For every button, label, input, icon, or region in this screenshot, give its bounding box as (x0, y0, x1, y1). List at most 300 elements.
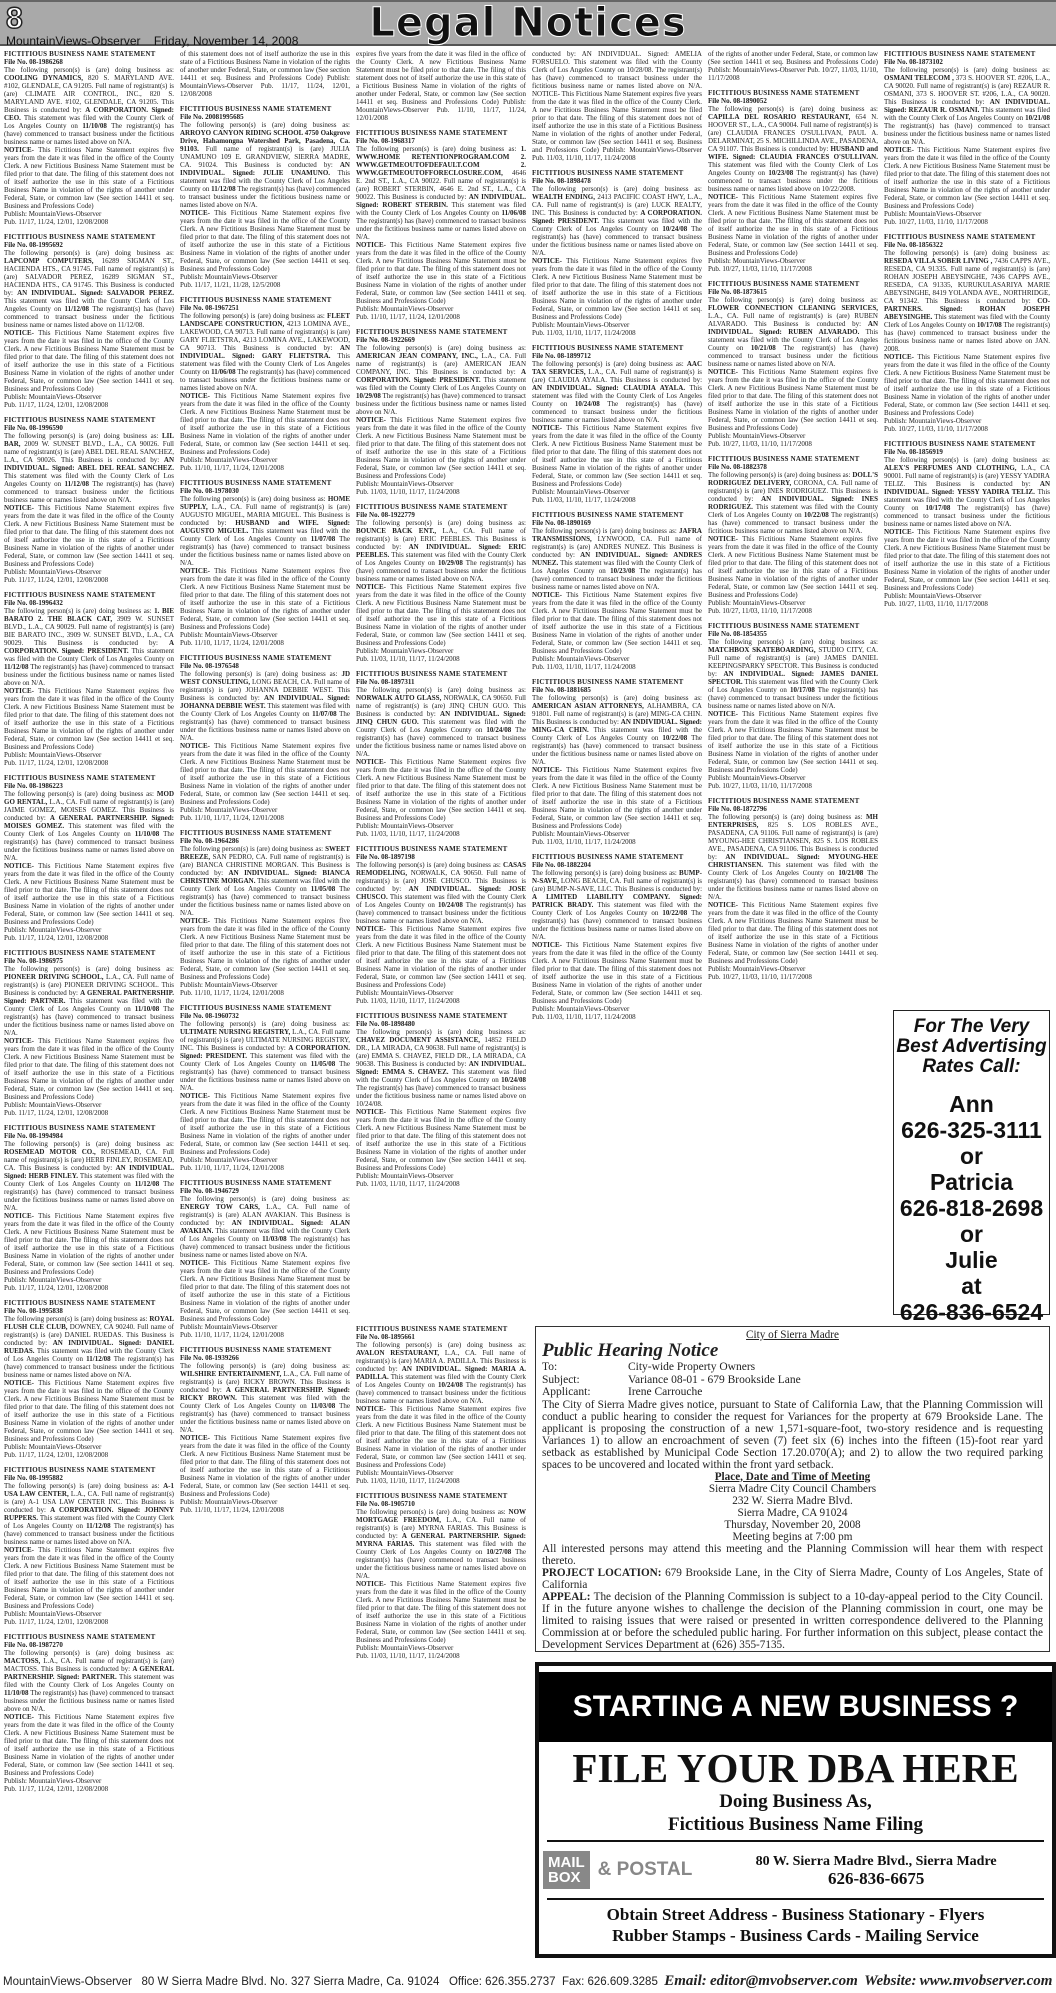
commenced-date: N/A. (117, 496, 132, 504)
notice-expiry (356, 1580, 526, 1644)
filed-date: 11/10/08 (82, 122, 107, 130)
business-name: HOME SUPPLY, (180, 495, 350, 511)
business-address: L.A., CA. (105, 973, 135, 981)
notice-label: NOTICE- (180, 1434, 210, 1442)
business-name: AMERICAN JEAN COMPANY, INC., (356, 352, 478, 360)
notice-body (532, 185, 702, 257)
fullname-label: Full name of registrant(s) is (are) (950, 265, 1050, 273)
registrant: MACTOSS. (4, 1665, 39, 1673)
business-name: MATCHBOX SKATEBOARDING, (708, 646, 816, 654)
attend-text: All interested persons may attend this meeting and the Planning Commission will hear them with respect thereto. (542, 1542, 1043, 1567)
file-prefix: File No. (356, 1500, 382, 1508)
notice-label: NOTICE- (180, 742, 210, 750)
signer: GARY FLIETSTRA. (261, 352, 331, 360)
business-type: AN INDIVIDUAL. (468, 193, 526, 201)
file-value: 08-1939266 (205, 1354, 239, 1362)
file-number (884, 241, 1050, 249)
intro: The following person(s) is (are) doing business as: (532, 527, 677, 535)
dba-filing-ad (535, 1662, 1056, 1958)
business-type: AN INDIVIDUAL. (620, 718, 678, 726)
signed-label: Signed: (151, 814, 174, 822)
signer: PARTNER. (30, 997, 66, 1005)
intro: The following person(s) is (are) doing business as: (180, 1195, 350, 1203)
filed-date: 11/12/08 (64, 305, 89, 313)
notice (4, 233, 174, 409)
notice-label: NOTICE- (4, 1713, 34, 1721)
pub-dates: Pub. 11/03, 11/10, 11/17, 11/24/2008 (356, 1477, 460, 1485)
registrant: ALAN AVAKIAN. (242, 1211, 298, 1219)
notice-heading: FICTITIOUS BUSINESS NAME STATEMENT (4, 591, 156, 599)
file-number (356, 853, 526, 861)
business-name: ROYAL FLUSH CLE CLUB, (4, 1315, 174, 1331)
registrant: SALVADOR PEREZ, 16289 SIGMAN ST., HACIENDA HTS., CA 91745. (4, 273, 174, 289)
hearing-body: The City of Sierra Madre gives notice, pursuant to State of California Law, that the Planning Commission will conduct a public hearing to consider the request for Variances for the property at 679 Brookside Lane. The applicant is proposing the construction of a new 1,571-square-foot, two-story residence and is requesting Variances 1) to allow an encroachment of seven (7) feet six (6) inches into the fifteen (15)-foot rear yard setback as established by Municipal Code Section 17.20.070(A); and 2) to allow the two required parking spaces to be uncovered and located within the front yard setback. (542, 1398, 1043, 1471)
business-type: AN INDIVIDUAL. (440, 710, 500, 718)
signed-label: Signed: (797, 853, 820, 861)
file-number (708, 463, 878, 471)
notice-label: NOTICE- (356, 925, 386, 933)
signed-label: Signed: (51, 464, 75, 472)
signed-label: Signed: (327, 519, 350, 527)
notice (4, 416, 174, 584)
commenced-date: N/A. (911, 138, 926, 146)
pub-dates: Pub. 11/17, 11/24, 12/01, 12/08/2008 (4, 1451, 109, 1459)
signer: MING-CA CHIN. (532, 726, 589, 734)
notice (356, 328, 526, 496)
signed-label: Signed: (300, 1219, 324, 1227)
business-address: 4213 LOMINA AVE., LAKEWOOD, CA 90713. (180, 320, 350, 336)
business-name: LIL BAR, (4, 432, 174, 448)
ad-banner: STARTING A NEW BUSINESS ? (539, 1672, 1052, 1742)
notice (708, 797, 878, 981)
file-value: 08-1897198 (381, 853, 415, 861)
commenced-label: The registrant(s) has (have) commenced to transact business under the fictitious business name or names listed above on (180, 1402, 350, 1426)
contact-name: Julie (945, 1247, 998, 1273)
notice-label: NOTICE- (532, 257, 562, 265)
notice (4, 1299, 174, 1459)
notice-text: This Fictitious Name Statement expires five years from the date it was filed in the office of the County Clerk. A new Fictitious Business Name Statement must be filed prior to that date. The filing of this statement does not of itself authorize the use in this state of a Fictitious Business Name in violation of the rights of another under Federal, State, or common law (See section 14411 et seq. Business and Professions Code) (532, 766, 702, 830)
notice-heading: FICTITIOUS BUSINESS NAME STATEMENT (4, 50, 156, 58)
filed-label: This statement was filed with the County Clerk of Los Angeles County on (708, 861, 878, 877)
conducted-label: This Business is conducted by: (4, 981, 174, 997)
commenced-date: N/A. (821, 360, 836, 368)
notice-heading: FICTITIOUS BUSINESS NAME STATEMENT (708, 280, 860, 288)
conducted-label: This Business is conducted by: (40, 1665, 131, 1673)
business-address: L.A., CA. (708, 312, 739, 320)
notice-heading: FICTITIOUS BUSINESS NAME STATEMENT (180, 105, 332, 113)
file-prefix: File No. (708, 97, 734, 105)
file-value: 08-1873102 (909, 58, 943, 66)
notice-body (884, 249, 1050, 353)
registrant: MYOUNG-HEE CHRISTIANSEN, 825 S. LOS ROBLES AVE., PASADENA, CA 91106. (708, 837, 878, 853)
intro: The following person(s) is (are) doing business as: (4, 790, 154, 798)
publish-line: Publish: MountainViews-Observer (356, 305, 454, 313)
notice-label: NOTICE- (180, 392, 210, 400)
business-name: A-1 USA LAW CENTER, (4, 1482, 174, 1498)
notice-heading: FICTITIOUS BUSINESS NAME STATEMENT (180, 829, 332, 837)
file-value: 08-1946729 (205, 1187, 239, 1195)
business-type: HUSBAND and WIFE. (708, 145, 878, 161)
publish-line: Publish: MountainViews-Observer (532, 488, 630, 496)
business-name: ALEX'S PERFUMES AND CLOTHING, (884, 464, 1017, 472)
signer: PRESIDENT. (557, 217, 600, 225)
file-value: 08-1895661 (381, 1333, 415, 1341)
intro: The following person(s) is (are) doing business as: (884, 456, 1050, 464)
website-link[interactable]: www.mvobserver.com (919, 1973, 1053, 1989)
registrant: JOHANNA DEBBIE WEST. (245, 686, 334, 694)
business-name: ENERGY TOW CARS, (180, 1203, 260, 1211)
business-type: AN INDIVIDUAL. (761, 495, 824, 503)
filed-label: This statement was filed with the County Clerk of Los Angeles County on (532, 559, 702, 575)
notice-label: NOTICE- (708, 368, 738, 376)
notice-column-1 (4, 50, 174, 1958)
commenced-date: N/A. (469, 917, 484, 925)
notice-text: This Fictitious Name Statement expires five years from the date it was filed in the office of the County Clerk. A new Fictitious Business Name Statement must be filed prior to that date. The filing of this statement does not of itself authorize the use in this state of a Fictitious Business Name in violation of the rights of another under Federal, State, or common law (See section 14411 et seq. Business and Professions Code) (180, 1092, 350, 1156)
file-prefix: File No. (4, 599, 30, 607)
commenced-date: N/A. (180, 559, 194, 567)
filed-label: This statement was filed with the County Clerk of Los Angeles County on (180, 1052, 350, 1068)
signer: RICKY BROWN. (180, 1394, 237, 1402)
signer: MARIA A. PADILLA. (356, 1365, 526, 1381)
notice (4, 774, 174, 942)
filed-label: This statement was filed with the County Clerk of Los Angeles County on (532, 901, 702, 917)
file-value: 20081995685 (205, 113, 244, 121)
business-type: AN INDIVIDUAL. (180, 161, 350, 177)
notice-text: This Fictitious Name Statement expires five years from the date it was filed in the office of the County Clerk. A new Fictitious Business Name Statement must be filed prior to that date. The filing of this statement does not of itself authorize the use in this state of a Fictitious Business Name in violation of the rights of another under Federal, State, or common law (See section 14411 et seq. Business and Professions Code) (532, 591, 702, 655)
registrant: MARIA A. PADILLA. (413, 1357, 479, 1365)
logo-text: BOX (548, 1869, 581, 1886)
label: APPEAL: (542, 1590, 591, 1603)
project-location (542, 1567, 1043, 1591)
publish-line: Publish: MountainViews-Observer (180, 456, 278, 464)
conducted-label: This Business is conducted by: (884, 98, 985, 106)
commenced-label: The registrant(s) has (have) commenced to transact business under the fictitious business name or names listed above on (356, 392, 526, 416)
conducted-label: This Business is conducted by: (356, 877, 526, 893)
notice-expiry (356, 925, 526, 989)
filed-date: 10/21/08 (750, 344, 776, 352)
conducted-label: This Business is conducted by: (4, 98, 174, 114)
file-prefix: File No. (532, 177, 558, 185)
file-number (708, 630, 878, 638)
conducted-label: This Business is conducted by: (223, 344, 333, 352)
notice-label: NOTICE- (4, 329, 34, 337)
file-prefix: File No. (180, 837, 206, 845)
conducted-label: This Business is conducted by: (740, 145, 829, 153)
business-name: OSMANI TELECOM , (884, 74, 954, 82)
filed-date: 11/06/08 (211, 368, 236, 376)
file-number (708, 805, 878, 813)
notice-heading: FICTITIOUS BUSINESS NAME STATEMENT (4, 774, 156, 782)
registrant: AMERICAN JEAN COMPANY, INC. (356, 360, 526, 376)
mailbox-logo (543, 1851, 590, 1889)
notice (708, 455, 878, 615)
signer: ABEL DEL REAL SANCHEZ. (77, 464, 174, 472)
signer: PARTNER. (81, 1673, 117, 1681)
page-header (0, 0, 1056, 46)
notice-heading: FICTITIOUS BUSINESS NAME STATEMENT (4, 1466, 156, 1474)
commenced-label: The registrant(s) has (have) commenced to transact business under the fictitious business name or names listed above on (708, 169, 878, 193)
signed-label: Signed: (117, 1506, 141, 1514)
meeting-place (542, 1471, 1043, 1543)
conducted-label: This Business is conducted by: (196, 1044, 286, 1052)
notice-text: This Fictitious Name Statement expires five years from the date it was filed in the office of the County Clerk. A new Fictitious Business Name Statement must be filed prior to that date. The filing of this statement does not of itself authorize the use in this state of a Fictitious Business Name in violation of the rights of another under Federal, State, or common law (See section 14411 et seq. Business and Professions Code) (4, 862, 174, 926)
filed-date: 10/22/08 (803, 511, 829, 519)
file-number (532, 861, 702, 869)
notice-body (180, 1362, 350, 1434)
conducted-label: This Business is conducted by: (377, 1060, 467, 1068)
commenced-date: N/A. (469, 575, 484, 583)
filed-label: This statement was filed with the County Clerk of Los Angeles County on (4, 1673, 174, 1689)
publish-line: Publish: MountainViews-Observer (356, 989, 454, 997)
notice (884, 233, 1050, 433)
business-name: CHAVEZ DOCUMENT ASSISTANCE, (356, 1036, 480, 1044)
signer: JULIE UNAMUNO. (262, 169, 331, 177)
business-type: AN INDIVIDUAL. (468, 1060, 526, 1068)
notice-heading: FICTITIOUS BUSINESS NAME STATEMENT (356, 845, 508, 853)
file-number (356, 137, 526, 145)
filed-date: 10/22/08 (662, 909, 688, 917)
publish-line: Publish: MountainViews-Observer (708, 774, 806, 782)
file-value: 08-1995882 (29, 1474, 63, 1482)
registrant: AUGUSTO MIGUEL, MARIA MIGUEL. (180, 511, 302, 519)
notice (356, 1492, 526, 1660)
registrant: HERB FINLEY, ROSEMEAD, CA. (4, 1156, 174, 1172)
notice-body (532, 869, 702, 941)
notice (532, 344, 702, 504)
publish-line: Publish: MountainViews-Observer (4, 210, 102, 218)
footer-address: 80 W Sierra Madre Blvd. No. 327 Sierra Madre, Ca. 91024 (141, 1976, 440, 1988)
notice (708, 280, 878, 448)
commenced-label: The registrant(s) has (have) commenced to transact business under the fictitious business name or names listed above on (708, 686, 878, 710)
signer: PRESIDENT. (439, 376, 481, 384)
registrant: ULTIMATE NURSING REGISTRY, INC. (180, 1036, 350, 1052)
notice-heading: FICTITIOUS BUSINESS NAME STATEMENT (180, 1346, 332, 1354)
notice (356, 670, 526, 838)
notice-text: This Fictitious Name Statement expires five years from the date it was filed in the office of the County Clerk. A new Fictitious Business Name Statement must be filed prior to that date. The filing of this statement does not of itself authorize the use in this state of a Fictitious Business Name in violation of the rights of another under Federal, State, or common law (See section 14411 et seq. Business and Professions Code) (180, 1434, 350, 1498)
pub-dates: Pub. 10/27, 11/03, 11/10, 11/17/2008 (708, 607, 812, 615)
fullname-label: Full name of registrant(s) is (are) (532, 877, 702, 893)
file-number (356, 1500, 526, 1508)
business-address: L.A., CA. (446, 1516, 478, 1524)
intro: The following person(s) is (are) doing business as: (708, 471, 851, 479)
file-value: 08-1882204 (557, 861, 591, 869)
notice-body (356, 861, 526, 925)
publish-line: Publish: MountainViews-Observer (180, 273, 278, 281)
label: Applicant: (542, 1386, 591, 1398)
filed-label: This statement was filed with the County Clerk of Los Angeles County on (708, 161, 878, 177)
business-type: A CORPORATION. (4, 639, 174, 655)
file-value: 08-1976548 (205, 662, 239, 670)
notice (4, 1633, 174, 1793)
notice (884, 440, 1050, 608)
signer: RUBEN ALVARADO. (788, 328, 860, 336)
publish-line: Publish: MountainViews-Observer (708, 432, 806, 440)
notice (4, 1124, 174, 1292)
filed-label: This statement was filed with the County Clerk of Los Angeles County on (180, 352, 350, 376)
business-address: 14852 FIELD DR., LA MIRADA, CA 90638. (356, 1036, 526, 1052)
notice (356, 1325, 526, 1485)
business-address: L.A., CA 90001. (884, 464, 1050, 480)
commenced-label: The registrant(s) has (have) commenced to transact business under the fictitious business name or names listed above on (532, 225, 702, 249)
pub-dates: Pub. 11/10, 11/17, 11/24, 12/01/2008 (180, 639, 284, 647)
business-name: BOUNCE BACK ENT., (356, 527, 437, 535)
file-value: 08-1995838 (29, 1307, 63, 1315)
notice-heading: FICTITIOUS BUSINESS NAME STATEMENT (180, 479, 332, 487)
conducted-label: This Business is conducted by: (708, 845, 878, 861)
commenced-label: The registrant(s) has (have) commenced to transact business under the fictitious business name or names listed above on (532, 567, 702, 591)
signed-label: Signed: (232, 352, 255, 360)
notice-text: This Fictitious Name Statement expires five years from the date it was filed in the office of the County Clerk. A new Fictitious Business Name Statement must be filed prior to that date. The filing of this statement does not of itself authorize the use in this state of a Fictitious Business Name in violation of the rights of another under Federal, State, or common law (See section 14411 et seq. Business and Professions Code) (180, 1259, 350, 1323)
business-type: AN INDIVIDUAL. (580, 551, 641, 559)
commenced-label: The registrant(s) has (have) commenced to transact business under the fictitious business name or names listed above on (708, 511, 878, 535)
signer: ANDRES NUNEZ. (532, 551, 702, 567)
registrant: JOSE CHUSCO. (420, 877, 472, 885)
filed-date: 10/23/08 (610, 567, 635, 575)
notice-text: This Fictitious Name Statement expires five years from the date it was filed in the office of the County Clerk. A new Fictitious Business Name Statement must be filed prior to that date. The filing of this statement does not of itself authorize the use in this state of a Fictitious Business Name in violation of the rights of another under Federal, State, or common law (See section 14411 et seq. Business and Professions Code) (180, 742, 350, 806)
pub-dates: Pub. 11/17, 11/24, 12/01, 12/08/2008 (4, 1109, 109, 1117)
signer: ALAN AVAKIAN. (180, 1219, 350, 1235)
notice-expiry (708, 535, 878, 599)
notice (708, 622, 878, 790)
footer-fax: Fax: 626.609.3285 (561, 1976, 658, 1988)
commenced-label: The registrant(s) has (have) commenced to transact business under the fictitious business name or names listed above on (708, 344, 878, 368)
signed-label: Signed: (931, 488, 955, 496)
publish-line: Publish: MountainViews-Observer (4, 568, 102, 576)
filed-label: This statement was filed with the County Clerk of Los Angeles County on (356, 1068, 526, 1084)
commenced-date: N/A. (180, 1084, 194, 1092)
commenced-label: The registrant(s) has (have) commenced to transact business under the fictitious business name or names listed above on (356, 1548, 526, 1572)
fullname-label: Full name of registrant(s) is (are) (356, 1349, 526, 1365)
notice-label: NOTICE- (180, 209, 210, 217)
signed-label: Signed: (503, 1532, 526, 1540)
fullname-label: Full name of registrant(s) is (are) (4, 973, 174, 989)
business-type: AN INDIVIDUAL. (115, 1164, 174, 1172)
registrant: JAIME GOMEZ, MOISES GOMEZ. (4, 806, 118, 814)
business-address: 2009 W. SUNSET BLVD., L.A., CA 90026. (24, 440, 160, 448)
conducted-label: This Business is conducted by: (925, 297, 1031, 305)
business-name: NORWALK AUTO GLASS, (356, 694, 442, 702)
pub-dates: Pub. 11/03, 11/10, 11/17, 11/24/2008 (356, 997, 460, 1005)
fullname-label: Full name of registrant(s) is (are) (180, 853, 350, 869)
notice-continuation: of the rights of another under Federal, State, or common law (See section 14411 et seq. Business and Professions Code) Publish: MountainViews-Observer Pub. 10/27, 11/03, 11/10, 11/17/2008 (708, 50, 878, 82)
commenced-date: N/A. (4, 1204, 18, 1212)
business-type: AN INDIVIDUAL. (52, 1339, 114, 1347)
notice-label: NOTICE- (708, 901, 738, 909)
notice-expiry (708, 193, 878, 257)
file-number (180, 1354, 350, 1362)
business-type: HUSBAND and WIFE. (235, 519, 319, 527)
signer: ROHAN JOSEPH ABEYSINGHE. (884, 305, 1050, 321)
filed-date: 10/29/08 (437, 559, 463, 567)
conducted-label: This Business is conducted by: (4, 281, 174, 297)
notice-body (708, 105, 878, 193)
file-number (884, 58, 1050, 66)
business-type: AN INDIVIDUAL. (989, 98, 1050, 106)
filed-date: 10/21/08 (1025, 114, 1050, 122)
signed-label: Signed: (80, 289, 103, 297)
place-line: Sierra Madre City Council Chambers (708, 1482, 877, 1495)
commenced-label: The registrant(s) has (have) commenced to transact business under the fictitious business name or names listed above on (180, 368, 350, 392)
file-value: 08-1897311 (381, 678, 415, 686)
notice-expiry (708, 710, 878, 774)
file-prefix: File No. (532, 352, 558, 360)
file-prefix: File No. (180, 662, 206, 670)
conducted-label: This Business is conducted by: (180, 861, 350, 877)
file-number (356, 678, 526, 686)
filed-label: This statement was filed with the County Clerk of Los Angeles County on (4, 1172, 174, 1188)
notice-column-3-lower (356, 1325, 526, 1958)
file-prefix: File No. (532, 519, 558, 527)
file-number (4, 782, 174, 790)
registrant: ANDRES NUNEZ. (593, 543, 651, 551)
filed-label: This statement was filed with the County Clerk of Los Angeles County on (180, 702, 350, 718)
business-address: 16289 SIGMAN ST., HACIENDA HTS., CA 91745. (4, 257, 174, 273)
filed-date: 10/24/08 (437, 1381, 463, 1389)
fullname-label: Full name of registrant(s) is (are) (4, 82, 174, 98)
conducted-label: This Business is conducted by: (532, 718, 619, 726)
file-prefix: File No. (180, 1187, 206, 1195)
registrant: CLAUDIA FRANCES O'SULLIVAN, PAUL A. DELARMINAT, 25 S. MICHILLINDA AVE., PASADENA, CA 91107. (708, 129, 878, 153)
email-link[interactable]: editor@mvobserver.com (709, 1973, 858, 1989)
notice (532, 169, 702, 337)
pub-dates: Pub. 11/10, 11/17, 11/24, 12/01/2008 (180, 989, 284, 997)
intro: The following person(s) is (are) doing business as: (532, 360, 684, 368)
notice-label: NOTICE- (884, 353, 914, 361)
file-number (532, 352, 702, 360)
pub-dates: Pub. 11/17, 11/24, 12/01, 12/08/2008 (4, 218, 109, 226)
notice-body (4, 66, 174, 146)
fullname-label: Full name of registrant(s) is (are) (708, 121, 878, 137)
business-address: LONG BEACH, CA. (252, 678, 313, 686)
business-type: AN INDIVIDUAL. (708, 320, 878, 336)
file-number (4, 58, 174, 66)
fullname-label: Full name of registrant(s) is (are) (356, 527, 526, 543)
pub-dates: Pub. 10/27, 11/03, 11/10, 11/17/2008 (708, 265, 812, 273)
notice-text: This Fictitious Name Statement expires five years from the date it was filed in the office of the County Clerk. A new Fictitious Business Name Statement must be filed prior to that date. The filing of this statement does not of itself authorize the use in this state of a Fictitious Business Name in violation of the rights of another under Federal, State, or common law (See section 14411 et seq. Business and Professions Code) (532, 941, 702, 1005)
business-name: WEALTH ENDING, (532, 193, 595, 201)
intro: The following person(s) is (are) doing business as: (356, 1028, 526, 1036)
intro: The following person(s) is (are) doing business as: (180, 670, 338, 678)
business-address: L.A., CA. (283, 1370, 312, 1378)
file-prefix: File No. (356, 336, 382, 344)
business-address: L.A., CA. (442, 527, 475, 535)
commenced-label: The registrant(s) has (have) commenced to transact business under the fictitious business name or names listed above on (4, 1005, 174, 1029)
notice-expiry (532, 424, 702, 488)
publish-line: Publish: MountainViews-Observer (532, 655, 630, 663)
business-name: MACTOSS, (4, 1657, 41, 1665)
file-prefix: File No. (4, 957, 30, 965)
notice (356, 1012, 526, 1188)
business-type: A CORPORATION. (288, 1044, 350, 1052)
business-type: A LIMITED LIABILITY COMPANY. (532, 893, 670, 901)
ad-subline: Doing Business As, (719, 1791, 872, 1812)
filed-date: 11/12/08 (86, 1522, 111, 1530)
commenced-label: The registrant(s) has (have) commenced to transact business under the fictitious business name or names listed above on (356, 1381, 526, 1405)
commenced-label: The registrant(s) has (have) commenced to transact business under the fictitious business name or names listed above on (708, 869, 878, 893)
commenced-label: The registrant(s) has (have) commenced to transact business under the fictitious business name or names listed above on (180, 710, 350, 734)
file-value: 08-1899712 (557, 352, 591, 360)
notice-label: NOTICE- (884, 146, 914, 154)
notice-expiry (356, 1108, 526, 1172)
business-address: ROSEMEAD, CA. (100, 1148, 158, 1156)
notice-expiry (356, 758, 526, 822)
notice-heading: FICTITIOUS BUSINESS NAME STATEMENT (4, 416, 156, 424)
publish-line: Publish: MountainViews-Observer (180, 1323, 278, 1331)
notice-body (4, 607, 174, 687)
notice-heading: FICTITIOUS BUSINESS NAME STATEMENT (532, 678, 684, 686)
commenced-date: N/A. (356, 750, 370, 758)
registrant: A-1 USA LAW CENTER INC. (28, 1498, 123, 1506)
